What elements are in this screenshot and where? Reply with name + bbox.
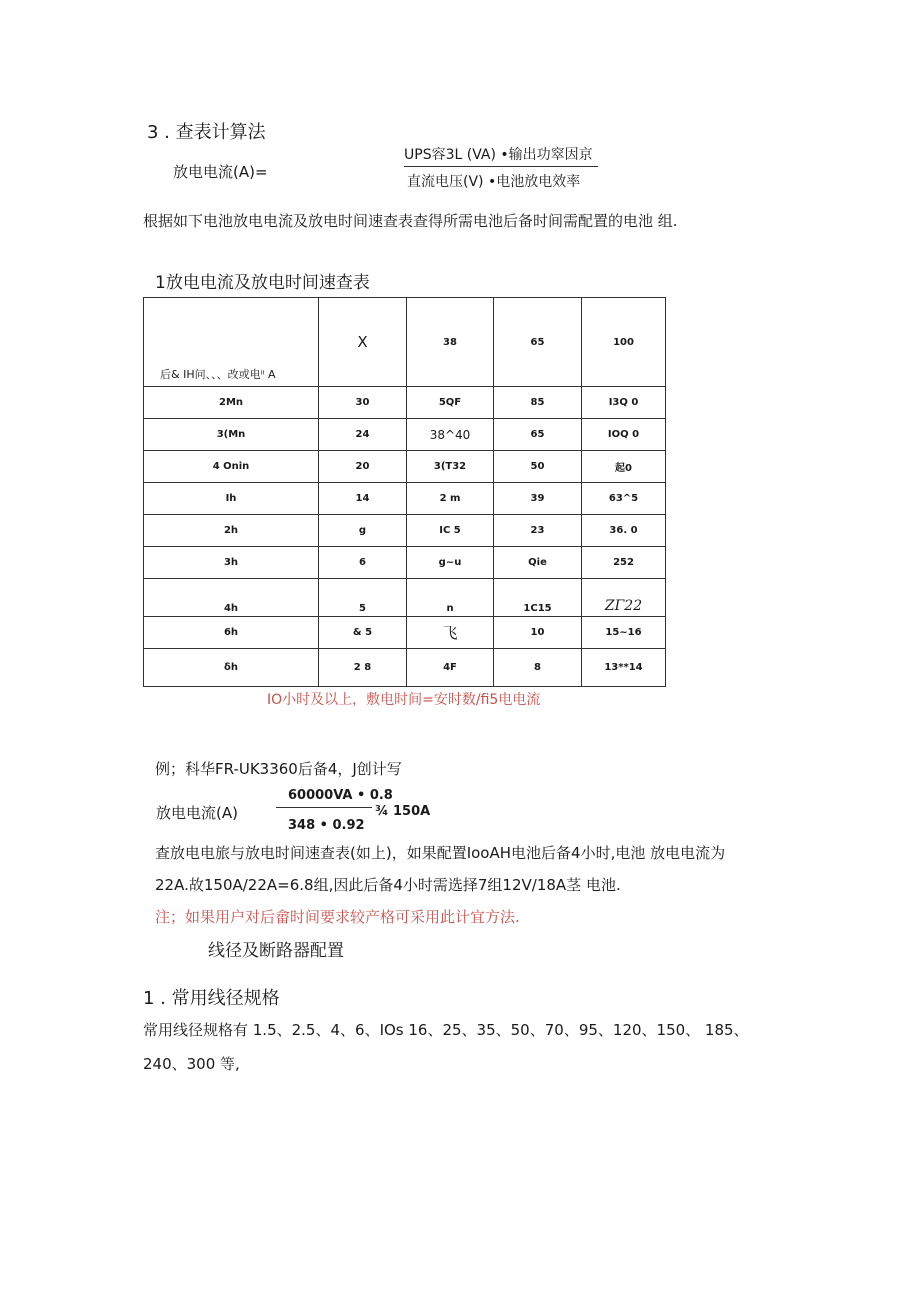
table-cell: 3h <box>144 547 319 579</box>
table-note: IO小时及以上，敷电时间=安时数/fi5电电流 <box>267 692 541 708</box>
table-corner-cell: 后& IH问、、、改或电ⁱⁱ A <box>144 298 319 387</box>
formula2-result: ¾ 150A <box>375 804 431 819</box>
table-cell: 3(T32 <box>407 451 494 483</box>
table-cell: 2 m <box>407 483 494 515</box>
table-header-cell: 65 <box>494 298 582 387</box>
table-header-cell: X <box>319 298 407 387</box>
table-cell: 13**14 <box>582 649 666 687</box>
table-cell: 252 <box>582 547 666 579</box>
table-cell: 15~16 <box>582 617 666 649</box>
table-cell: 38^40 <box>407 419 494 451</box>
formula1-numerator: UPS容3L (VA) •输出功窣因京 <box>404 147 593 163</box>
example-label: 例；科华FR-UK3360后备4，J创计写 <box>155 760 402 778</box>
table-cell: 10 <box>494 617 582 649</box>
table-cell: & 5 <box>319 617 407 649</box>
table-title: 1放电电流及放电时间速查表 <box>155 273 370 293</box>
table-cell: 4 Onin <box>144 451 319 483</box>
note-red: 注；如果用户对后畲时间要求较产格可采用此计宜方法. <box>155 908 520 926</box>
table-cell: ZΓ22 <box>582 579 666 617</box>
subsection-1-title: 1 . 常用线径规格 <box>143 988 280 1009</box>
table-header-cell: 38 <box>407 298 494 387</box>
formula2-lhs: 放电电流(A) <box>156 804 238 822</box>
table-header-row <box>144 298 666 387</box>
table-cell: 65 <box>494 419 582 451</box>
table-cell: 5 <box>319 579 407 617</box>
table-cell: 2h <box>144 515 319 547</box>
table-cell: IOQ 0 <box>582 419 666 451</box>
table-cell: 1C15 <box>494 579 582 617</box>
paragraph-1: 根据如下电池放电电流及放电时间速查表查得所需电池后备时间需配置的电池 组. <box>143 212 678 230</box>
table-cell: 39 <box>494 483 582 515</box>
table-cell: IC 5 <box>407 515 494 547</box>
formula1-lhs: 放电电流(A)= <box>173 163 268 181</box>
table-cell: 8 <box>494 649 582 687</box>
table-cell: 5QF <box>407 387 494 419</box>
table-cell: 2Mn <box>144 387 319 419</box>
table-cell: 起0 <box>582 451 666 483</box>
section-3-title: 3 . 查表计算法 <box>147 122 266 143</box>
table-row <box>144 515 666 547</box>
table-header-cell: 100 <box>582 298 666 387</box>
table-cell: 3(Mn <box>144 419 319 451</box>
table-cell: g <box>319 515 407 547</box>
formula1-denominator: 直流电压(V) •电池放电效率 <box>407 174 581 190</box>
table-cell: I3Q 0 <box>582 387 666 419</box>
paragraph-2-line-2: 22A.故150A/22A=6.8组,因此后备4小时需选择7组12V/18A茎 电池. <box>155 876 621 894</box>
table-cell: 20 <box>319 451 407 483</box>
table-row <box>144 579 666 617</box>
table-cell: 50 <box>494 451 582 483</box>
table-cell: 6h <box>144 617 319 649</box>
formula2-denominator: 348 • 0.92 <box>288 818 365 833</box>
paragraph-2-line-1: 查放电电旅与放电时间速查表(如上)，如果配置IooAH电池后备4小时,电池 放电电流为 <box>155 844 726 862</box>
table-cell: 24 <box>319 419 407 451</box>
table-cell: 63^5 <box>582 483 666 515</box>
heading-wiring: 线径及断路器配置 <box>208 941 344 961</box>
table-cell: 2 8 <box>319 649 407 687</box>
table-cell: g~u <box>407 547 494 579</box>
table-cell: 6 <box>319 547 407 579</box>
table-row <box>144 451 666 483</box>
table-cell: Ih <box>144 483 319 515</box>
formula1-fraction-line <box>404 166 598 167</box>
table-cell: 36. 0 <box>582 515 666 547</box>
table-row <box>144 387 666 419</box>
table-cell: δh <box>144 649 319 687</box>
table-cell: 14 <box>319 483 407 515</box>
table-row <box>144 649 666 687</box>
table-cell: Qie <box>494 547 582 579</box>
table-cell: 4h <box>144 579 319 617</box>
table-row <box>144 547 666 579</box>
table-cell: 85 <box>494 387 582 419</box>
table-row <box>144 617 666 649</box>
table-row <box>144 483 666 515</box>
table-cell: 30 <box>319 387 407 419</box>
formula2-fraction-line <box>276 807 372 808</box>
table-cell: 4F <box>407 649 494 687</box>
table-cell: 23 <box>494 515 582 547</box>
formula2-numerator: 60000VA • 0.8 <box>288 788 393 803</box>
paragraph-3-line-2: 240、300 等, <box>143 1055 240 1073</box>
table-cell: 飞 <box>407 617 494 649</box>
paragraph-3-line-1: 常用线径规格有 1.5、2.5、4、6、IOs 16、25、35、50、70、95、120、150、 185、 <box>143 1021 749 1039</box>
table-cell: n <box>407 579 494 617</box>
discharge-table <box>143 297 666 687</box>
table-row <box>144 419 666 451</box>
